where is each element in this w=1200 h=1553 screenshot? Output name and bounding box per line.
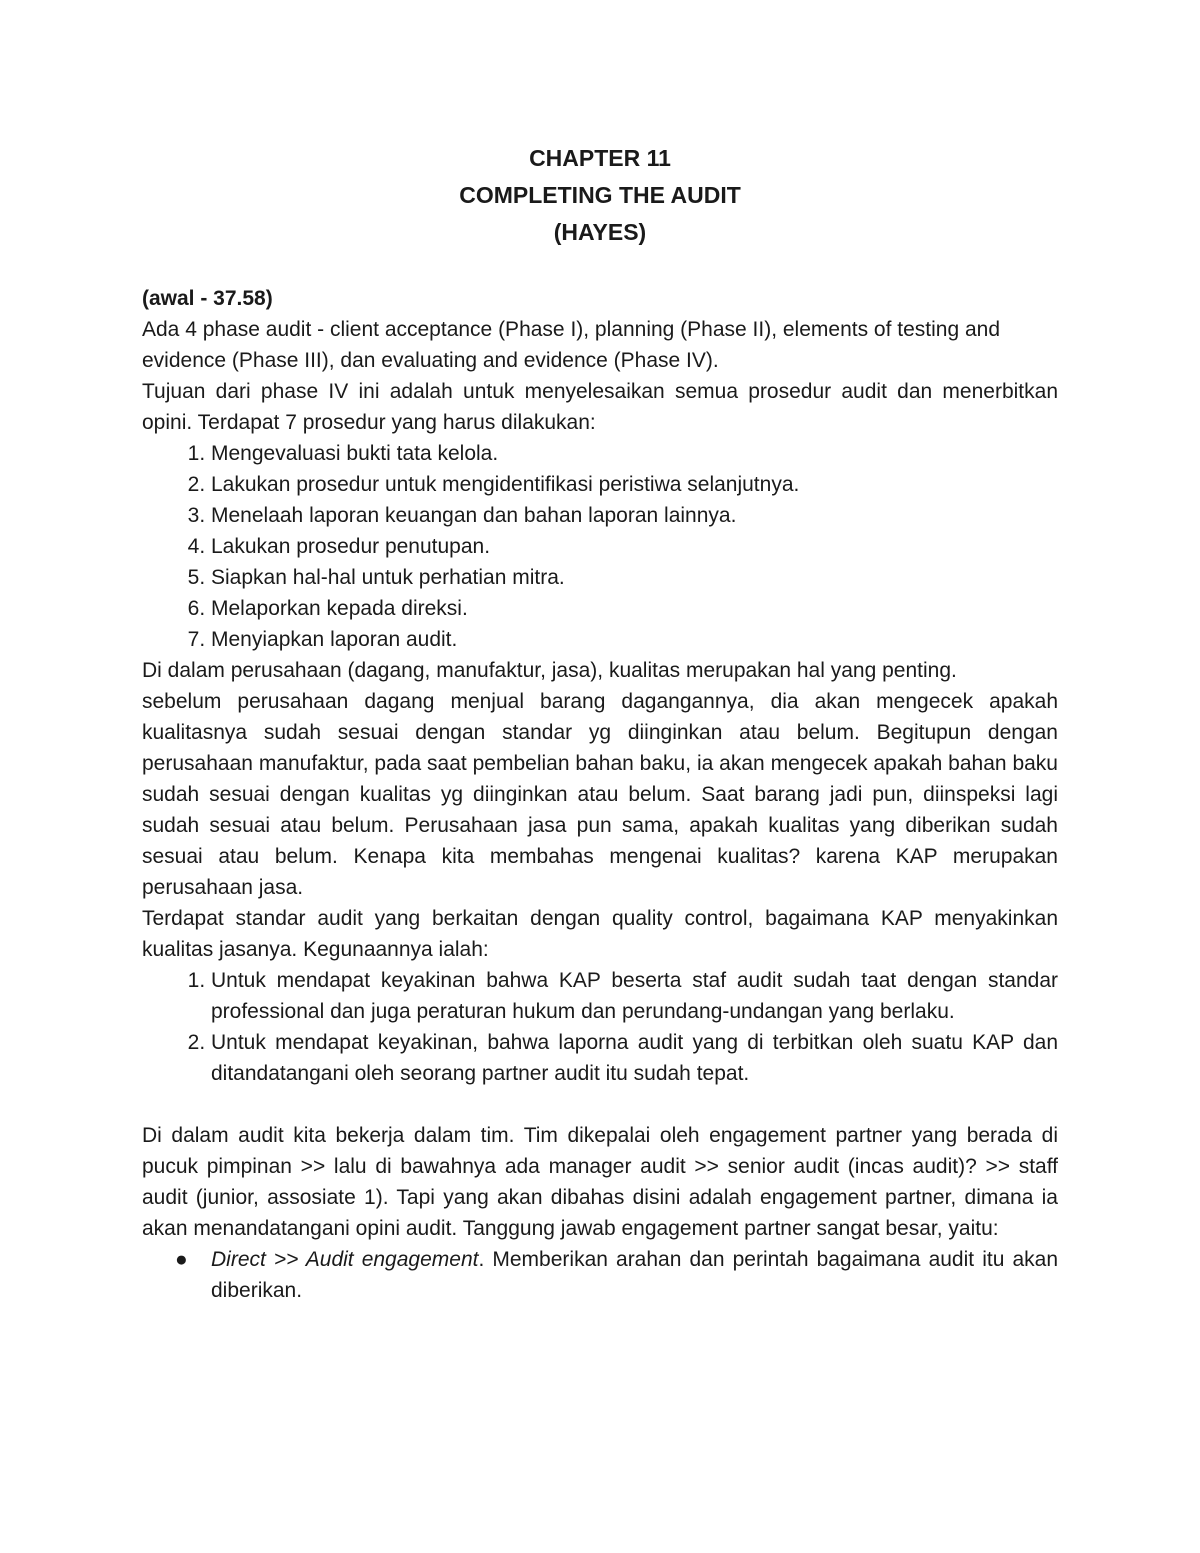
paragraph-quality-detail: sebelum perusahaan dagang menjual barang dagangannya, dia akan mengecek apakah kualitasnya sudah sesuai dengan standar yg diinginkan atau belum. Begitupun dengan perusahaan manufaktur, pada saat pembelian bahan baku, ia akan mengecek apakah bahan baku sudah sesuai dengan kualitas yg diinginkan atau belum. Saat barang jadi pun, diinspeksi lagi sudah sesuai atau belum. Perusahaan jasa pun sama, apakah kualitas yang diberikan sudah sesuai atau belum. Kenapa kita membahas mengenai kualitas? karena KAP merupakan perusahaan jasa.: [142, 690, 1058, 899]
spacer: [142, 1089, 1058, 1120]
document-page: [142, 140, 1058, 1306]
paragraph-quality-control: Terdapat standar audit yang berkaitan dengan quality control, bagaimana KAP menyakinkan kualitas jasanya. Kegunaannya ialah:: [142, 907, 1058, 961]
paragraph-phases: Ada 4 phase audit - client acceptance (Phase I), planning (Phase II), elements of testing and evidence (Phase III), dan evaluating and evidence (Phase IV).: [142, 318, 1001, 372]
time-marker: (awal - 37.58): [142, 287, 273, 310]
uses-list: [142, 965, 1058, 1089]
list-item: 2. Untuk mendapat keyakinan, bahwa laporna audit yang di terbitkan oleh suatu KAP dan ditandatangani oleh seorang partner audit itu sudah tepat.: [211, 1027, 1058, 1089]
responsibility-title: Direct >> Audit engagement: [211, 1248, 479, 1271]
responsibility-text: . Memberikan arahan dan perintah bagaimana audit itu akan diberikan.: [211, 1248, 1058, 1302]
chapter-author: (HAYES): [553, 219, 647, 245]
list-item: 7. Menyiapkan laporan audit.: [211, 624, 1058, 655]
chapter-name: COMPLETING THE AUDIT: [459, 182, 741, 208]
list-item: 6. Melaporkan kepada direksi.: [211, 593, 1058, 624]
list-item: [175, 1244, 1058, 1306]
list-item: 1. Untuk mendapat keyakinan bahwa KAP beserta staf audit sudah taat dengan standar professional dan juga peraturan hukum dan perundang-undangan yang berlaku.: [211, 965, 1058, 1027]
paragraph-phase-iv-goal: Tujuan dari phase IV ini adalah untuk menyelesaikan semua prosedur audit dan menerbitkan opini. Terdapat 7 prosedur yang harus dilakukan:: [142, 380, 1058, 434]
list-item: 1. Mengevaluasi bukti tata kelola.: [211, 438, 1058, 469]
list-item: 2. Lakukan prosedur untuk mengidentifikasi peristiwa selanjutnya.: [211, 469, 1058, 500]
chapter-number: CHAPTER 11: [529, 145, 671, 171]
list-item: 5. Siapkan hal-hal untuk perhatian mitra.: [211, 562, 1058, 593]
list-item: 4. Lakukan prosedur penutupan.: [211, 531, 1058, 562]
list-item: 3. Menelaah laporan keuangan dan bahan laporan lainnya.: [211, 500, 1058, 531]
chapter-title: [142, 140, 1058, 251]
paragraph-quality-intro: Di dalam perusahaan (dagang, manufaktur, jasa), kualitas merupakan hal yang penting.: [142, 659, 957, 682]
responsibilities-list: [142, 1244, 1058, 1306]
paragraph-audit-team: Di dalam audit kita bekerja dalam tim. Tim dikepalai oleh engagement partner yang berada di pucuk pimpinan >> lalu di bawahnya ada manager audit >> senior audit (incas audit)? >> staff audit (junior, assosiate 1). Tapi yang akan dibahas disini adalah engagement partner, dimana ia akan menandatangani opini audit. Tanggung jawab engagement partner sangat besar, yaitu:: [142, 1124, 1058, 1240]
procedures-list: [142, 438, 1058, 655]
bullet-icon: ●: [175, 1248, 188, 1271]
